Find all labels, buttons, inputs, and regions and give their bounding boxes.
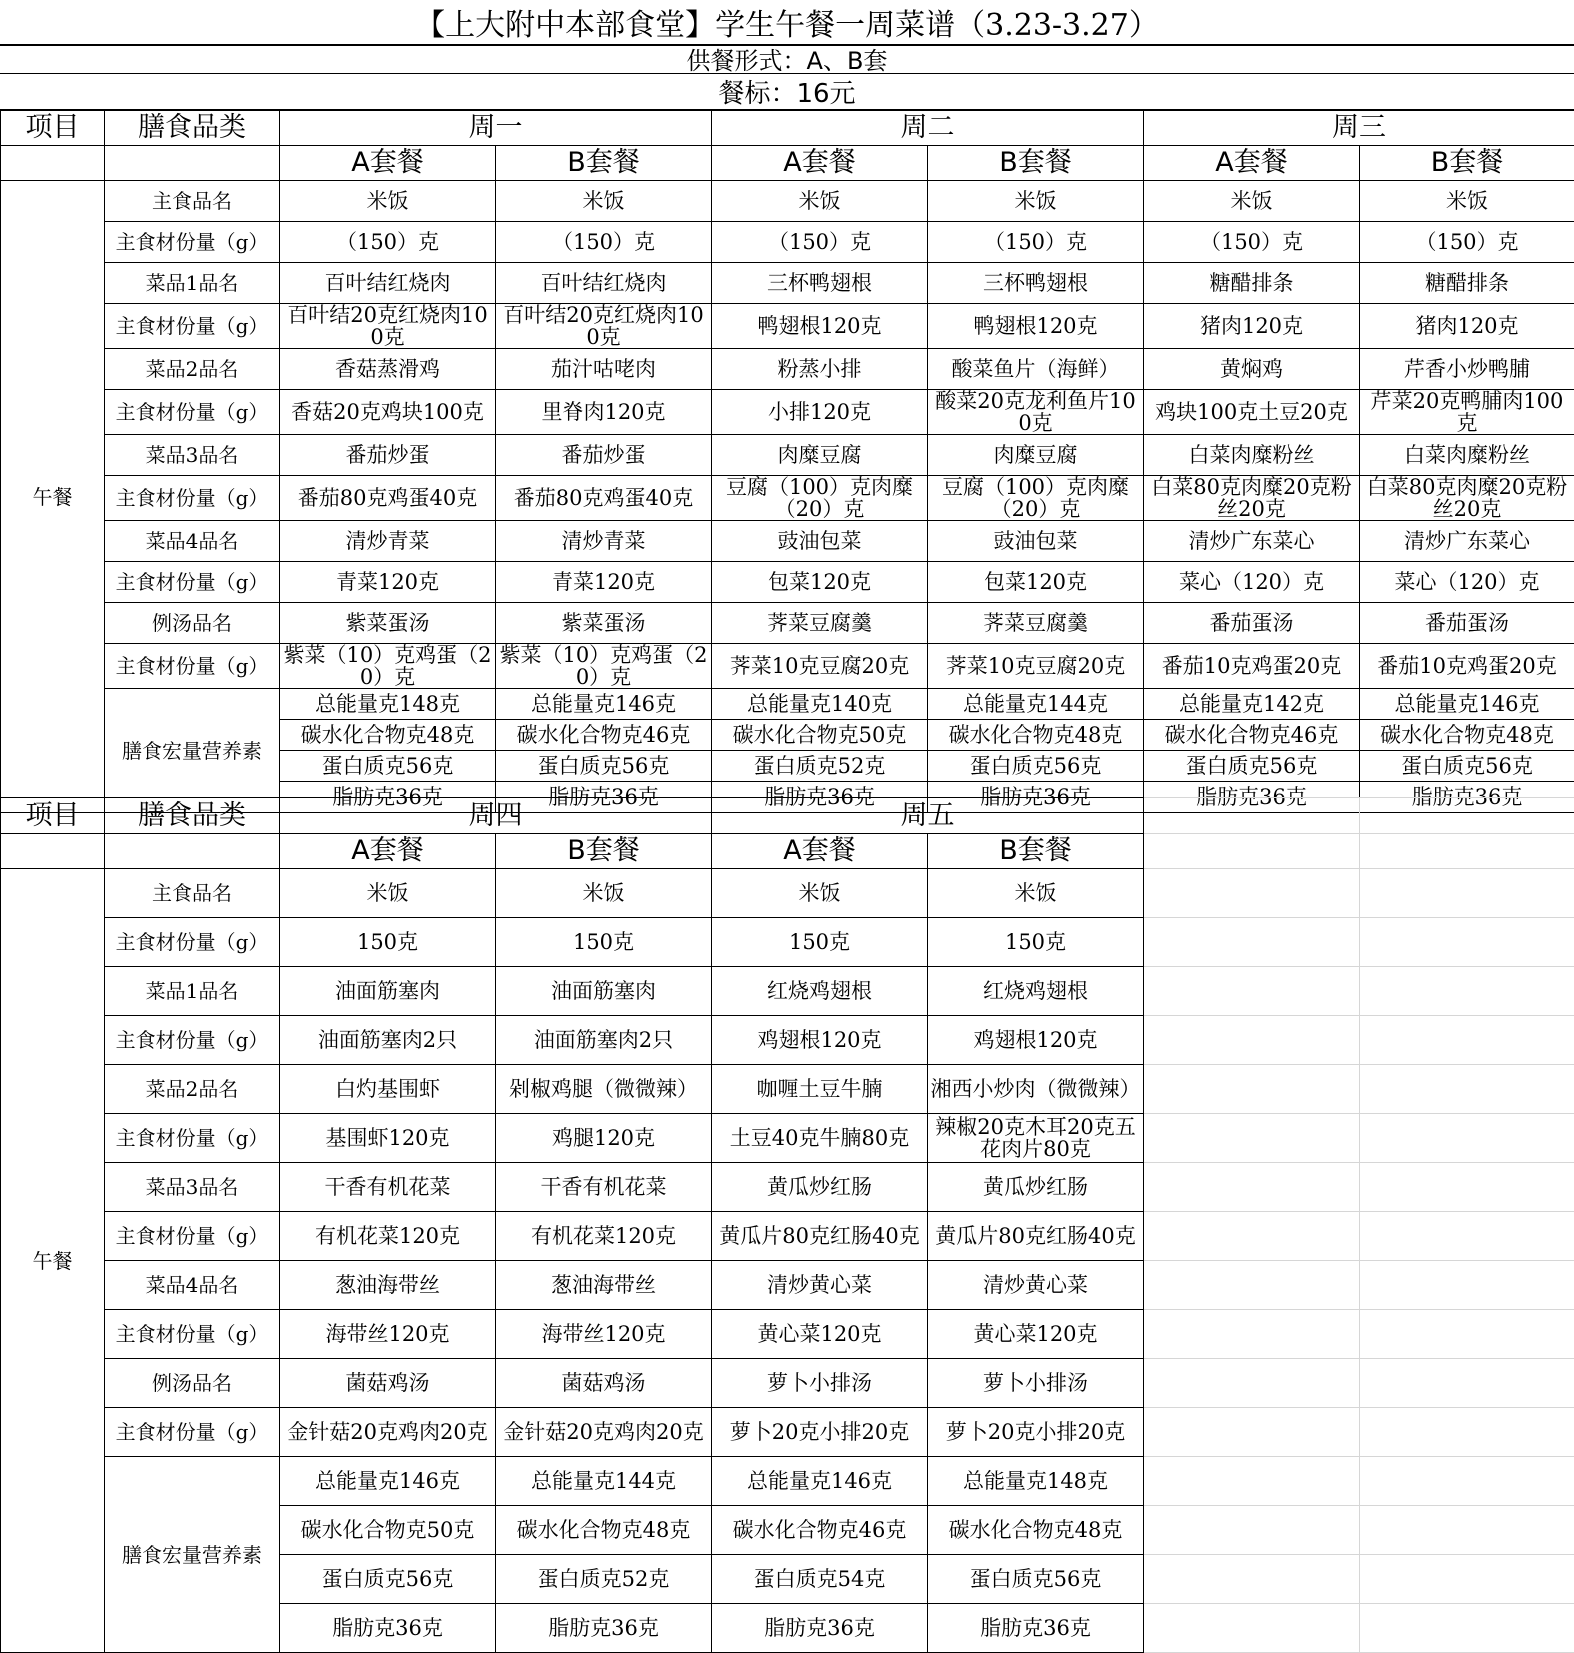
menu-cell: 鸭翅根120克 bbox=[928, 304, 1144, 349]
row-label: 主食材份量（g） bbox=[105, 222, 280, 263]
set-a-header: A套餐 bbox=[712, 146, 928, 181]
menu-cell: 总能量克146克 bbox=[1360, 689, 1574, 720]
menu-cell: 三杯鸭翅根 bbox=[712, 263, 928, 304]
menu-cell: 糖醋排条 bbox=[1144, 263, 1360, 304]
menu-cell: 包菜120克 bbox=[712, 562, 928, 603]
menu-cell: 碳水化合物克46克 bbox=[496, 720, 712, 751]
row-label: 主食材份量（g） bbox=[105, 1016, 280, 1065]
menu-cell: 紫菜蛋汤 bbox=[496, 603, 712, 644]
day-header: 周一 bbox=[280, 110, 712, 146]
menu-cell: 白灼基围虾 bbox=[280, 1065, 496, 1114]
menu-cell: 酸菜20克龙利鱼片100克 bbox=[928, 390, 1144, 435]
menu-table-week-part-1 bbox=[0, 109, 1574, 813]
menu-cell: 米饭 bbox=[1144, 181, 1360, 222]
menu-cell: 百叶结20克红烧肉100克 bbox=[496, 304, 712, 349]
menu-cell: 鸡块100克土豆20克 bbox=[1144, 390, 1360, 435]
menu-cell: 黄心菜120克 bbox=[712, 1310, 928, 1359]
menu-cell: 蛋白质克56克 bbox=[280, 751, 496, 782]
row-label: 菜品3品名 bbox=[105, 1163, 280, 1212]
menu-cell: 包菜120克 bbox=[928, 562, 1144, 603]
menu-cell: 番茄炒蛋 bbox=[280, 435, 496, 476]
menu-cell: 米饭 bbox=[496, 869, 712, 918]
menu-cell: 剁椒鸡腿（微微辣） bbox=[496, 1065, 712, 1114]
menu-cell: 脂肪克36克 bbox=[712, 782, 928, 813]
row-label: 菜品4品名 bbox=[105, 1261, 280, 1310]
menu-cell: 150克 bbox=[928, 918, 1144, 967]
menu-cell: 萝卜20克小排20克 bbox=[712, 1408, 928, 1457]
menu-cell: 肉糜豆腐 bbox=[712, 435, 928, 476]
menu-cell: 番茄蛋汤 bbox=[1360, 603, 1574, 644]
row-label: 菜品1品名 bbox=[105, 967, 280, 1016]
row-label: 菜品1品名 bbox=[105, 263, 280, 304]
menu-cell: 总能量克142克 bbox=[1144, 689, 1360, 720]
menu-cell: 菜心（120）克 bbox=[1144, 562, 1360, 603]
header-item: 项目 bbox=[1, 110, 105, 146]
menu-cell: 碳水化合物克48克 bbox=[928, 1506, 1144, 1555]
row-label: 主食品名 bbox=[105, 181, 280, 222]
menu-cell: 红烧鸡翅根 bbox=[928, 967, 1144, 1016]
menu-cell: 碳水化合物克50克 bbox=[280, 1506, 496, 1555]
menu-cell: （150）克 bbox=[496, 222, 712, 263]
menu-cell: 番茄炒蛋 bbox=[496, 435, 712, 476]
day-header: 周五 bbox=[712, 798, 1144, 834]
menu-cell: 青菜120克 bbox=[280, 562, 496, 603]
menu-cell: 萝卜小排汤 bbox=[712, 1359, 928, 1408]
menu-cell: 碳水化合物克46克 bbox=[1144, 720, 1360, 751]
menu-cell: 150克 bbox=[496, 918, 712, 967]
menu-cell: 肉糜豆腐 bbox=[928, 435, 1144, 476]
set-b-header: B套餐 bbox=[928, 834, 1144, 869]
menu-cell: 碳水化合物克48克 bbox=[496, 1506, 712, 1555]
menu-cell: 三杯鸭翅根 bbox=[928, 263, 1144, 304]
set-a-header: A套餐 bbox=[712, 834, 928, 869]
menu-cell: 米饭 bbox=[928, 181, 1144, 222]
menu-cell: （150）克 bbox=[928, 222, 1144, 263]
menu-cell: （150）克 bbox=[1360, 222, 1574, 263]
menu-cell: （150）克 bbox=[280, 222, 496, 263]
menu-cell: 酸菜鱼片（海鲜） bbox=[928, 349, 1144, 390]
menu-cell: 荠菜10克豆腐20克 bbox=[928, 644, 1144, 689]
menu-cell: （150）克 bbox=[1144, 222, 1360, 263]
menu-cell: 米饭 bbox=[712, 181, 928, 222]
menu-cell: 米饭 bbox=[1360, 181, 1574, 222]
menu-cell: 蛋白质克56克 bbox=[496, 751, 712, 782]
menu-cell: 芹菜20克鸭脯肉100克 bbox=[1360, 390, 1574, 435]
menu-cell: 150克 bbox=[280, 918, 496, 967]
header-category: 膳食品类 bbox=[105, 110, 280, 146]
row-label: 菜品2品名 bbox=[105, 349, 280, 390]
row-label: 主食材份量（g） bbox=[105, 1408, 280, 1457]
row-label: 例汤品名 bbox=[105, 603, 280, 644]
menu-cell: 荠菜豆腐羹 bbox=[928, 603, 1144, 644]
menu-cell: 海带丝120克 bbox=[280, 1310, 496, 1359]
menu-cell: 总能量克148克 bbox=[928, 1457, 1144, 1506]
menu-cell: 湘西小炒肉（微微辣） bbox=[928, 1065, 1144, 1114]
menu-cell: 猪肉120克 bbox=[1144, 304, 1360, 349]
menu-cell: 黄瓜炒红肠 bbox=[928, 1163, 1144, 1212]
menu-cell: 脂肪克36克 bbox=[712, 1604, 928, 1653]
row-label: 菜品2品名 bbox=[105, 1065, 280, 1114]
menu-cell: 清炒黄心菜 bbox=[712, 1261, 928, 1310]
menu-cell: 油面筋塞肉 bbox=[280, 967, 496, 1016]
menu-cell: 番茄10克鸡蛋20克 bbox=[1144, 644, 1360, 689]
menu-cell: 萝卜20克小排20克 bbox=[928, 1408, 1144, 1457]
menu-cell: 米饭 bbox=[712, 869, 928, 918]
row-label: 主食材份量（g） bbox=[105, 562, 280, 603]
meal-label: 午餐 bbox=[1, 181, 105, 813]
menu-cell: 干香有机花菜 bbox=[496, 1163, 712, 1212]
menu-cell: 荠菜10克豆腐20克 bbox=[712, 644, 928, 689]
menu-cell: 蛋白质克56克 bbox=[1144, 751, 1360, 782]
menu-cell: 油面筋塞肉 bbox=[496, 967, 712, 1016]
menu-cell: 清炒黄心菜 bbox=[928, 1261, 1144, 1310]
menu-cell: 香菇20克鸡块100克 bbox=[280, 390, 496, 435]
menu-cell: 番茄80克鸡蛋40克 bbox=[496, 476, 712, 521]
menu-cell: 脂肪克36克 bbox=[280, 782, 496, 813]
set-a-header: A套餐 bbox=[1144, 146, 1360, 181]
menu-cell: 紫菜蛋汤 bbox=[280, 603, 496, 644]
row-label: 主食材份量（g） bbox=[105, 1310, 280, 1359]
page-title: 【上大附中本部食堂】学生午餐一周菜谱（3.23-3.27） bbox=[0, 0, 1574, 46]
menu-cell: 菌菇鸡汤 bbox=[496, 1359, 712, 1408]
menu-cell: 菜心（120）克 bbox=[1360, 562, 1574, 603]
menu-cell: 清炒青菜 bbox=[280, 521, 496, 562]
menu-cell: 土豆40克牛腩80克 bbox=[712, 1114, 928, 1163]
menu-cell: 清炒广东菜心 bbox=[1144, 521, 1360, 562]
day-header: 周四 bbox=[280, 798, 712, 834]
menu-cell: 脂肪克36克 bbox=[928, 782, 1144, 813]
menu-cell: 总能量克144克 bbox=[928, 689, 1144, 720]
menu-cell: 白菜80克肉糜20克粉丝20克 bbox=[1144, 476, 1360, 521]
menu-cell: 总能量克146克 bbox=[496, 689, 712, 720]
row-label: 例汤品名 bbox=[105, 1359, 280, 1408]
row-label: 主食材份量（g） bbox=[105, 918, 280, 967]
menu-cell: 蛋白质克56克 bbox=[280, 1555, 496, 1604]
menu-cell: 150克 bbox=[712, 918, 928, 967]
menu-cell: 蛋白质克56克 bbox=[1360, 751, 1574, 782]
menu-cell: 辣椒20克木耳20克五花肉片80克 bbox=[928, 1114, 1144, 1163]
set-b-header: B套餐 bbox=[496, 146, 712, 181]
menu-table-week-part-2 bbox=[0, 797, 1574, 1653]
row-label: 主食品名 bbox=[105, 869, 280, 918]
menu-cell: 豆腐（100）克肉糜（20）克 bbox=[712, 476, 928, 521]
menu-cell: 米饭 bbox=[280, 181, 496, 222]
menu-cell: 油面筋塞肉2只 bbox=[280, 1016, 496, 1065]
row-label: 主食材份量（g） bbox=[105, 1212, 280, 1261]
day-header: 周二 bbox=[712, 110, 1144, 146]
menu-cell: 碳水化合物克50克 bbox=[712, 720, 928, 751]
menu-cell: 荠菜豆腐羹 bbox=[712, 603, 928, 644]
row-label: 主食材份量（g） bbox=[105, 476, 280, 521]
menu-cell: 茄汁咕咾肉 bbox=[496, 349, 712, 390]
row-label: 主食材份量（g） bbox=[105, 304, 280, 349]
menu-cell: 蛋白质克54克 bbox=[712, 1555, 928, 1604]
row-label-nutrition: 膳食宏量营养素 bbox=[105, 1457, 280, 1653]
menu-cell: 碳水化合物克48克 bbox=[1360, 720, 1574, 751]
menu-cell: 干香有机花菜 bbox=[280, 1163, 496, 1212]
menu-cell: 黄心菜120克 bbox=[928, 1310, 1144, 1359]
menu-cell: 紫菜（10）克鸡蛋（20）克 bbox=[496, 644, 712, 689]
menu-cell: 菌菇鸡汤 bbox=[280, 1359, 496, 1408]
menu-cell: 咖喱土豆牛腩 bbox=[712, 1065, 928, 1114]
menu-cell: 基围虾120克 bbox=[280, 1114, 496, 1163]
menu-cell: 糖醋排条 bbox=[1360, 263, 1574, 304]
row-label: 菜品3品名 bbox=[105, 435, 280, 476]
menu-cell: 脂肪克36克 bbox=[280, 1604, 496, 1653]
menu-cell: 红烧鸡翅根 bbox=[712, 967, 928, 1016]
menu-cell: 米饭 bbox=[928, 869, 1144, 918]
menu-cell: 紫菜（10）克鸡蛋（20）克 bbox=[280, 644, 496, 689]
row-label: 菜品4品名 bbox=[105, 521, 280, 562]
menu-cell: 蛋白质克52克 bbox=[496, 1555, 712, 1604]
menu-cell: 脂肪克36克 bbox=[496, 782, 712, 813]
header-item: 项目 bbox=[1, 798, 105, 834]
menu-cell: 黄瓜炒红肠 bbox=[712, 1163, 928, 1212]
menu-cell: 小排120克 bbox=[712, 390, 928, 435]
menu-cell: 米饭 bbox=[280, 869, 496, 918]
menu-cell: 蛋白质克52克 bbox=[712, 751, 928, 782]
menu-cell: 米饭 bbox=[496, 181, 712, 222]
menu-cell: 脂肪克36克 bbox=[496, 1604, 712, 1653]
menu-cell: 香菇蒸滑鸡 bbox=[280, 349, 496, 390]
menu-cell: 青菜120克 bbox=[496, 562, 712, 603]
menu-cell: 清炒广东菜心 bbox=[1360, 521, 1574, 562]
menu-cell: 脂肪克36克 bbox=[1360, 782, 1574, 813]
set-a-header: A套餐 bbox=[280, 834, 496, 869]
menu-cell: 海带丝120克 bbox=[496, 1310, 712, 1359]
day-header: 周三 bbox=[1144, 110, 1574, 146]
set-b-header: B套餐 bbox=[1360, 146, 1574, 181]
menu-cell: 碳水化合物克48克 bbox=[280, 720, 496, 751]
row-label: 主食材份量（g） bbox=[105, 644, 280, 689]
service-form: 供餐形式：A、B套 bbox=[0, 44, 1574, 74]
menu-cell: 芹香小炒鸭脯 bbox=[1360, 349, 1574, 390]
menu-cell: 有机花菜120克 bbox=[496, 1212, 712, 1261]
menu-cell: 百叶结红烧肉 bbox=[496, 263, 712, 304]
menu-cell: 金针菇20克鸡肉20克 bbox=[280, 1408, 496, 1457]
menu-cell: 里脊肉120克 bbox=[496, 390, 712, 435]
menu-cell: 金针菇20克鸡肉20克 bbox=[496, 1408, 712, 1457]
menu-cell: 豉油包菜 bbox=[928, 521, 1144, 562]
menu-cell: 白菜肉糜粉丝 bbox=[1144, 435, 1360, 476]
menu-cell: 百叶结红烧肉 bbox=[280, 263, 496, 304]
header-category: 膳食品类 bbox=[105, 798, 280, 834]
menu-cell: 脂肪克36克 bbox=[928, 1604, 1144, 1653]
meal-label: 午餐 bbox=[1, 869, 105, 1653]
menu-cell: 碳水化合物克48克 bbox=[928, 720, 1144, 751]
menu-cell: 蛋白质克56克 bbox=[928, 751, 1144, 782]
menu-cell: 葱油海带丝 bbox=[280, 1261, 496, 1310]
menu-cell: 黄瓜片80克红肠40克 bbox=[928, 1212, 1144, 1261]
menu-cell: 黄瓜片80克红肠40克 bbox=[712, 1212, 928, 1261]
meal-standard: 餐标：16元 bbox=[0, 73, 1574, 111]
menu-cell: 鸡腿120克 bbox=[496, 1114, 712, 1163]
menu-cell: 蛋白质克56克 bbox=[928, 1555, 1144, 1604]
set-b-header: B套餐 bbox=[496, 834, 712, 869]
menu-cell: 总能量克144克 bbox=[496, 1457, 712, 1506]
menu-cell: 番茄10克鸡蛋20克 bbox=[1360, 644, 1574, 689]
menu-cell: 番茄80克鸡蛋40克 bbox=[280, 476, 496, 521]
menu-cell: 豆腐（100）克肉糜（20）克 bbox=[928, 476, 1144, 521]
set-b-header: B套餐 bbox=[928, 146, 1144, 181]
menu-cell: 葱油海带丝 bbox=[496, 1261, 712, 1310]
menu-cell: 鸡翅根120克 bbox=[928, 1016, 1144, 1065]
menu-cell: 百叶结20克红烧肉100克 bbox=[280, 304, 496, 349]
menu-cell: 总能量克148克 bbox=[280, 689, 496, 720]
row-label: 主食材份量（g） bbox=[105, 1114, 280, 1163]
menu-cell: 有机花菜120克 bbox=[280, 1212, 496, 1261]
menu-cell: 番茄蛋汤 bbox=[1144, 603, 1360, 644]
menu-cell: 油面筋塞肉2只 bbox=[496, 1016, 712, 1065]
menu-cell: 总能量克140克 bbox=[712, 689, 928, 720]
set-a-header: A套餐 bbox=[280, 146, 496, 181]
menu-cell: 总能量克146克 bbox=[712, 1457, 928, 1506]
menu-cell: （150）克 bbox=[712, 222, 928, 263]
menu-cell: 鸭翅根120克 bbox=[712, 304, 928, 349]
menu-cell: 白菜肉糜粉丝 bbox=[1360, 435, 1574, 476]
menu-cell: 豉油包菜 bbox=[712, 521, 928, 562]
row-label: 主食材份量（g） bbox=[105, 390, 280, 435]
menu-cell: 粉蒸小排 bbox=[712, 349, 928, 390]
menu-cell: 总能量克146克 bbox=[280, 1457, 496, 1506]
menu-cell: 白菜80克肉糜20克粉丝20克 bbox=[1360, 476, 1574, 521]
menu-cell: 碳水化合物克46克 bbox=[712, 1506, 928, 1555]
menu-cell: 黄焖鸡 bbox=[1144, 349, 1360, 390]
menu-cell: 清炒青菜 bbox=[496, 521, 712, 562]
menu-cell: 猪肉120克 bbox=[1360, 304, 1574, 349]
row-label-nutrition: 膳食宏量营养素 bbox=[105, 689, 280, 813]
menu-cell: 萝卜小排汤 bbox=[928, 1359, 1144, 1408]
menu-cell: 鸡翅根120克 bbox=[712, 1016, 928, 1065]
menu-cell: 脂肪克36克 bbox=[1144, 782, 1360, 813]
